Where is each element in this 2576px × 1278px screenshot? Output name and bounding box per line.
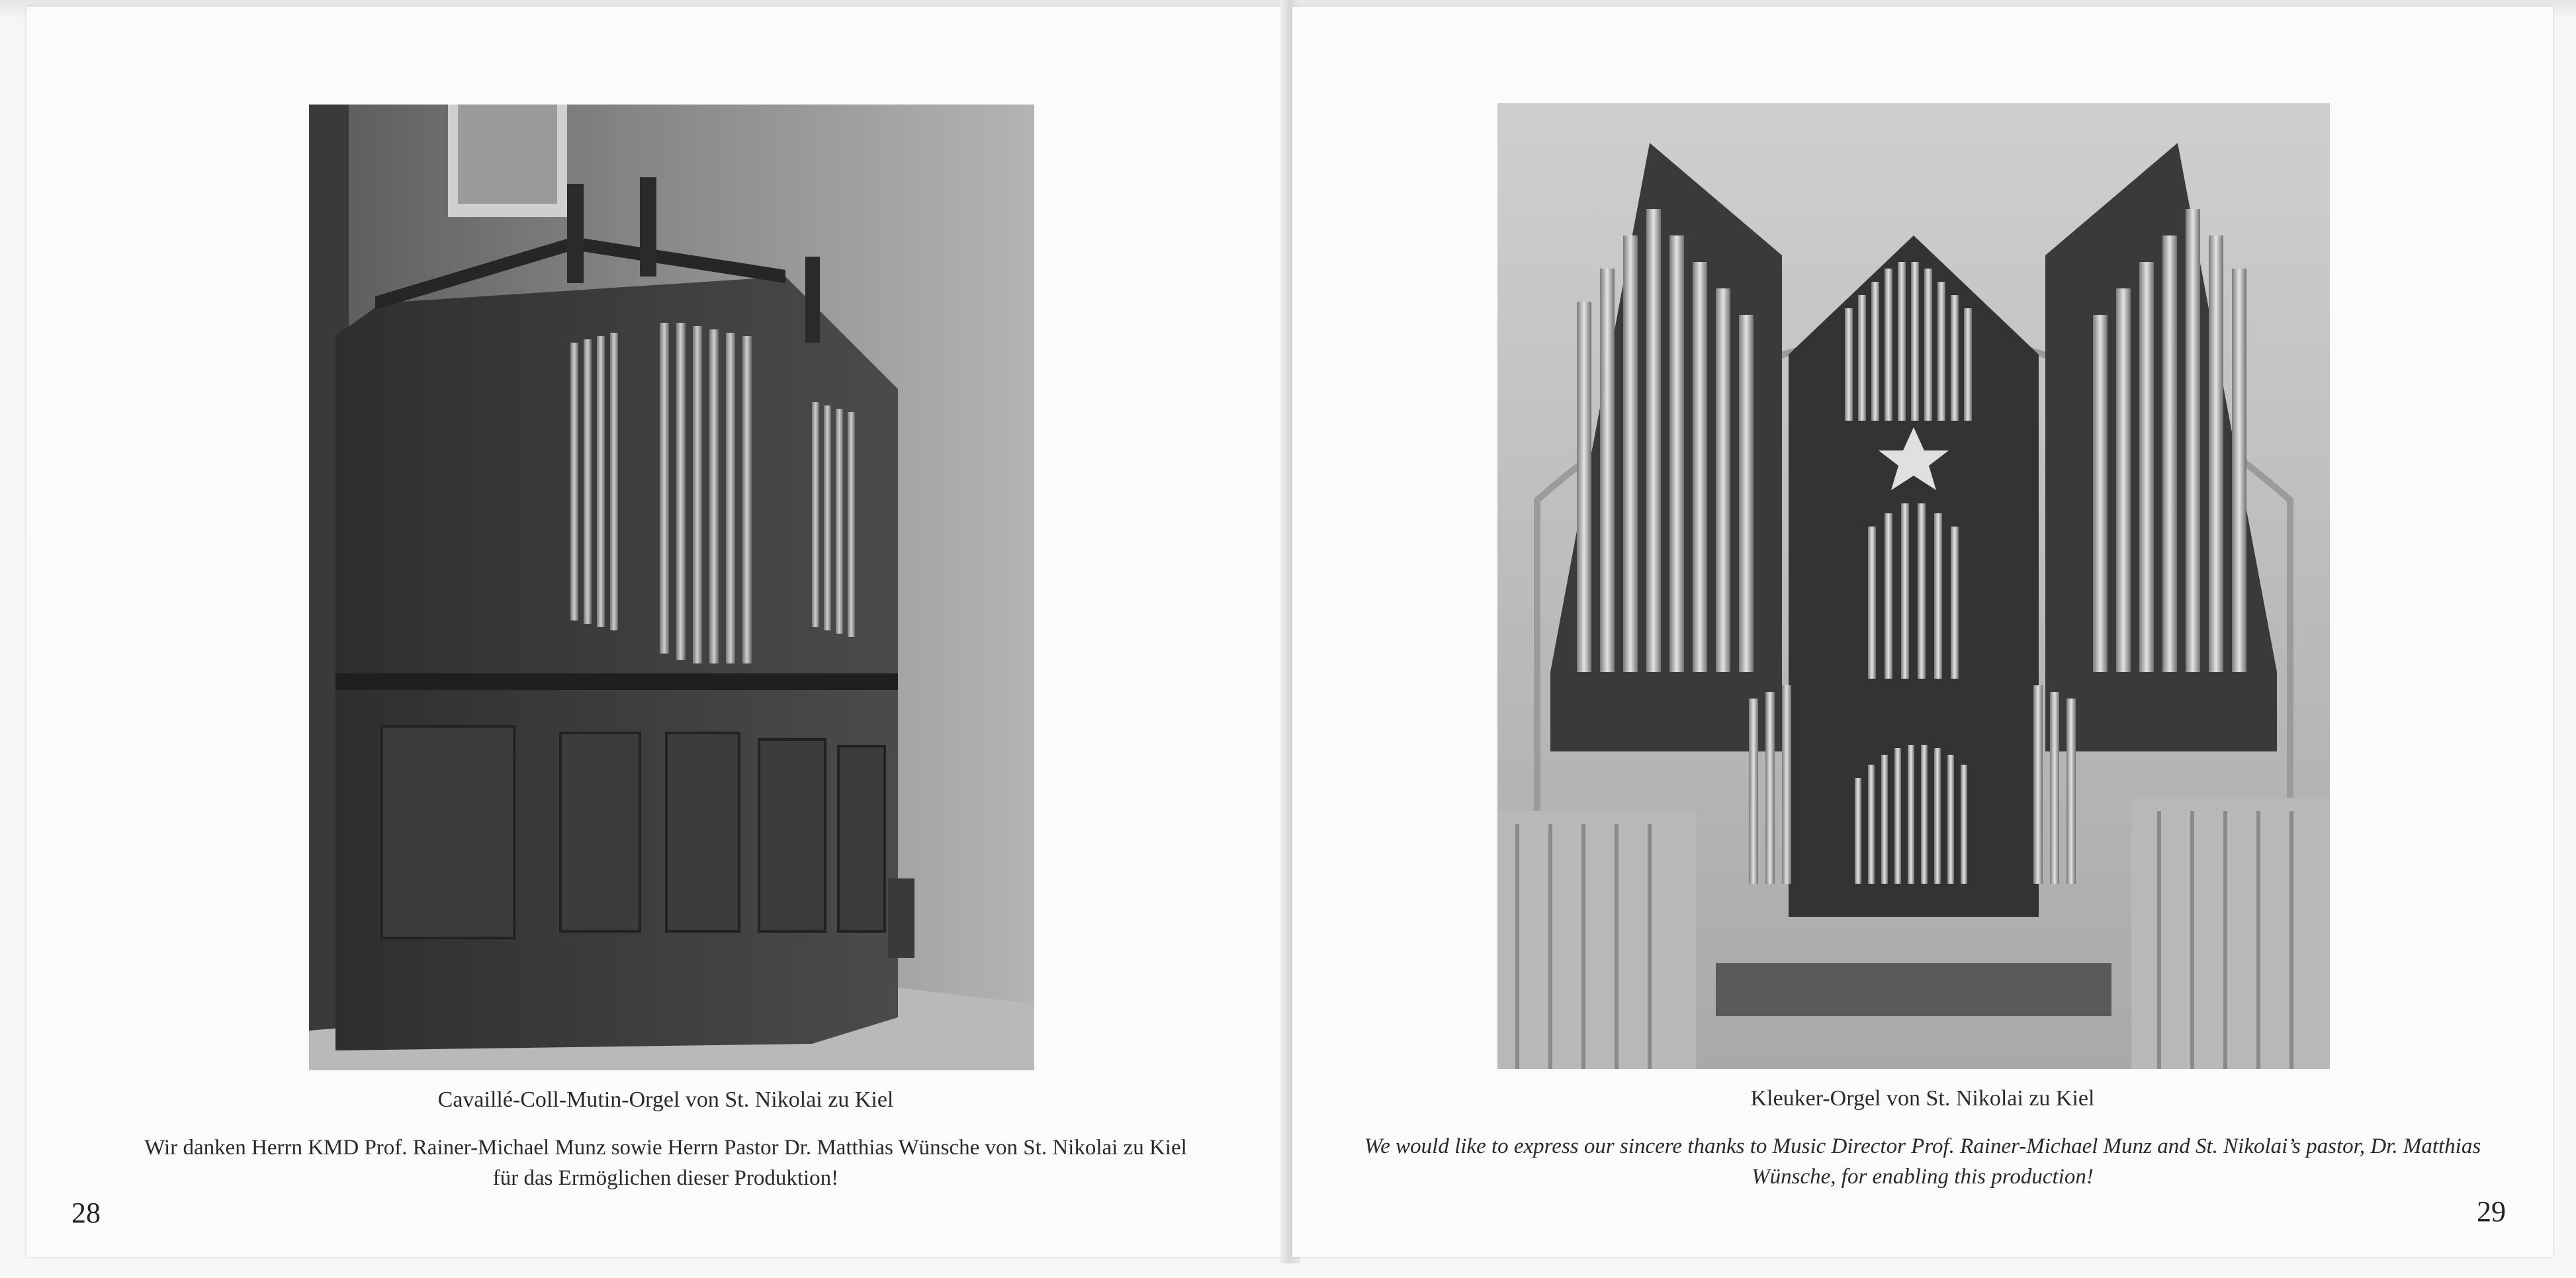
page-number-right: 29: [2477, 1195, 2506, 1228]
organ-photo-icon: [309, 105, 1034, 1070]
left-page: [26, 7, 1288, 1257]
page-number-left: 28: [71, 1197, 101, 1229]
organ-photo-icon: [1497, 103, 2330, 1069]
thanks-line-1: Wir danken Herrn KMD Prof. Rainer-Michael Munz sowie Herrn Pastor Dr. Matthias Wünsche von St. Nikolai zu Kiel: [144, 1136, 1187, 1160]
organ-caption-right: Kleuker-Orgel von St. Nikolai zu Kiel: [1750, 1086, 2095, 1111]
thanks-line-2: Wünsche, for enabling this production!: [1752, 1165, 2094, 1189]
right-page: [1292, 7, 2553, 1257]
thanks-text-english: [1319, 1131, 2526, 1192]
cavaille-coll-organ-photo: [309, 105, 1034, 1070]
organ-caption-left: Cavaillé-Coll-Mutin-Orgel von St. Nikolai zu Kiel: [437, 1087, 894, 1112]
thanks-line-1: We would like to express our sincere thanks to Music Director Prof. Rainer-Michael Munz and St. Nikolai’s pastor, Dr. Matthias: [1364, 1134, 2481, 1158]
kleuker-organ-photo: [1497, 103, 2330, 1069]
thanks-text-german: [26, 1132, 1305, 1193]
thanks-line-2: für das Ermöglichen dieser Produktion!: [492, 1166, 839, 1190]
